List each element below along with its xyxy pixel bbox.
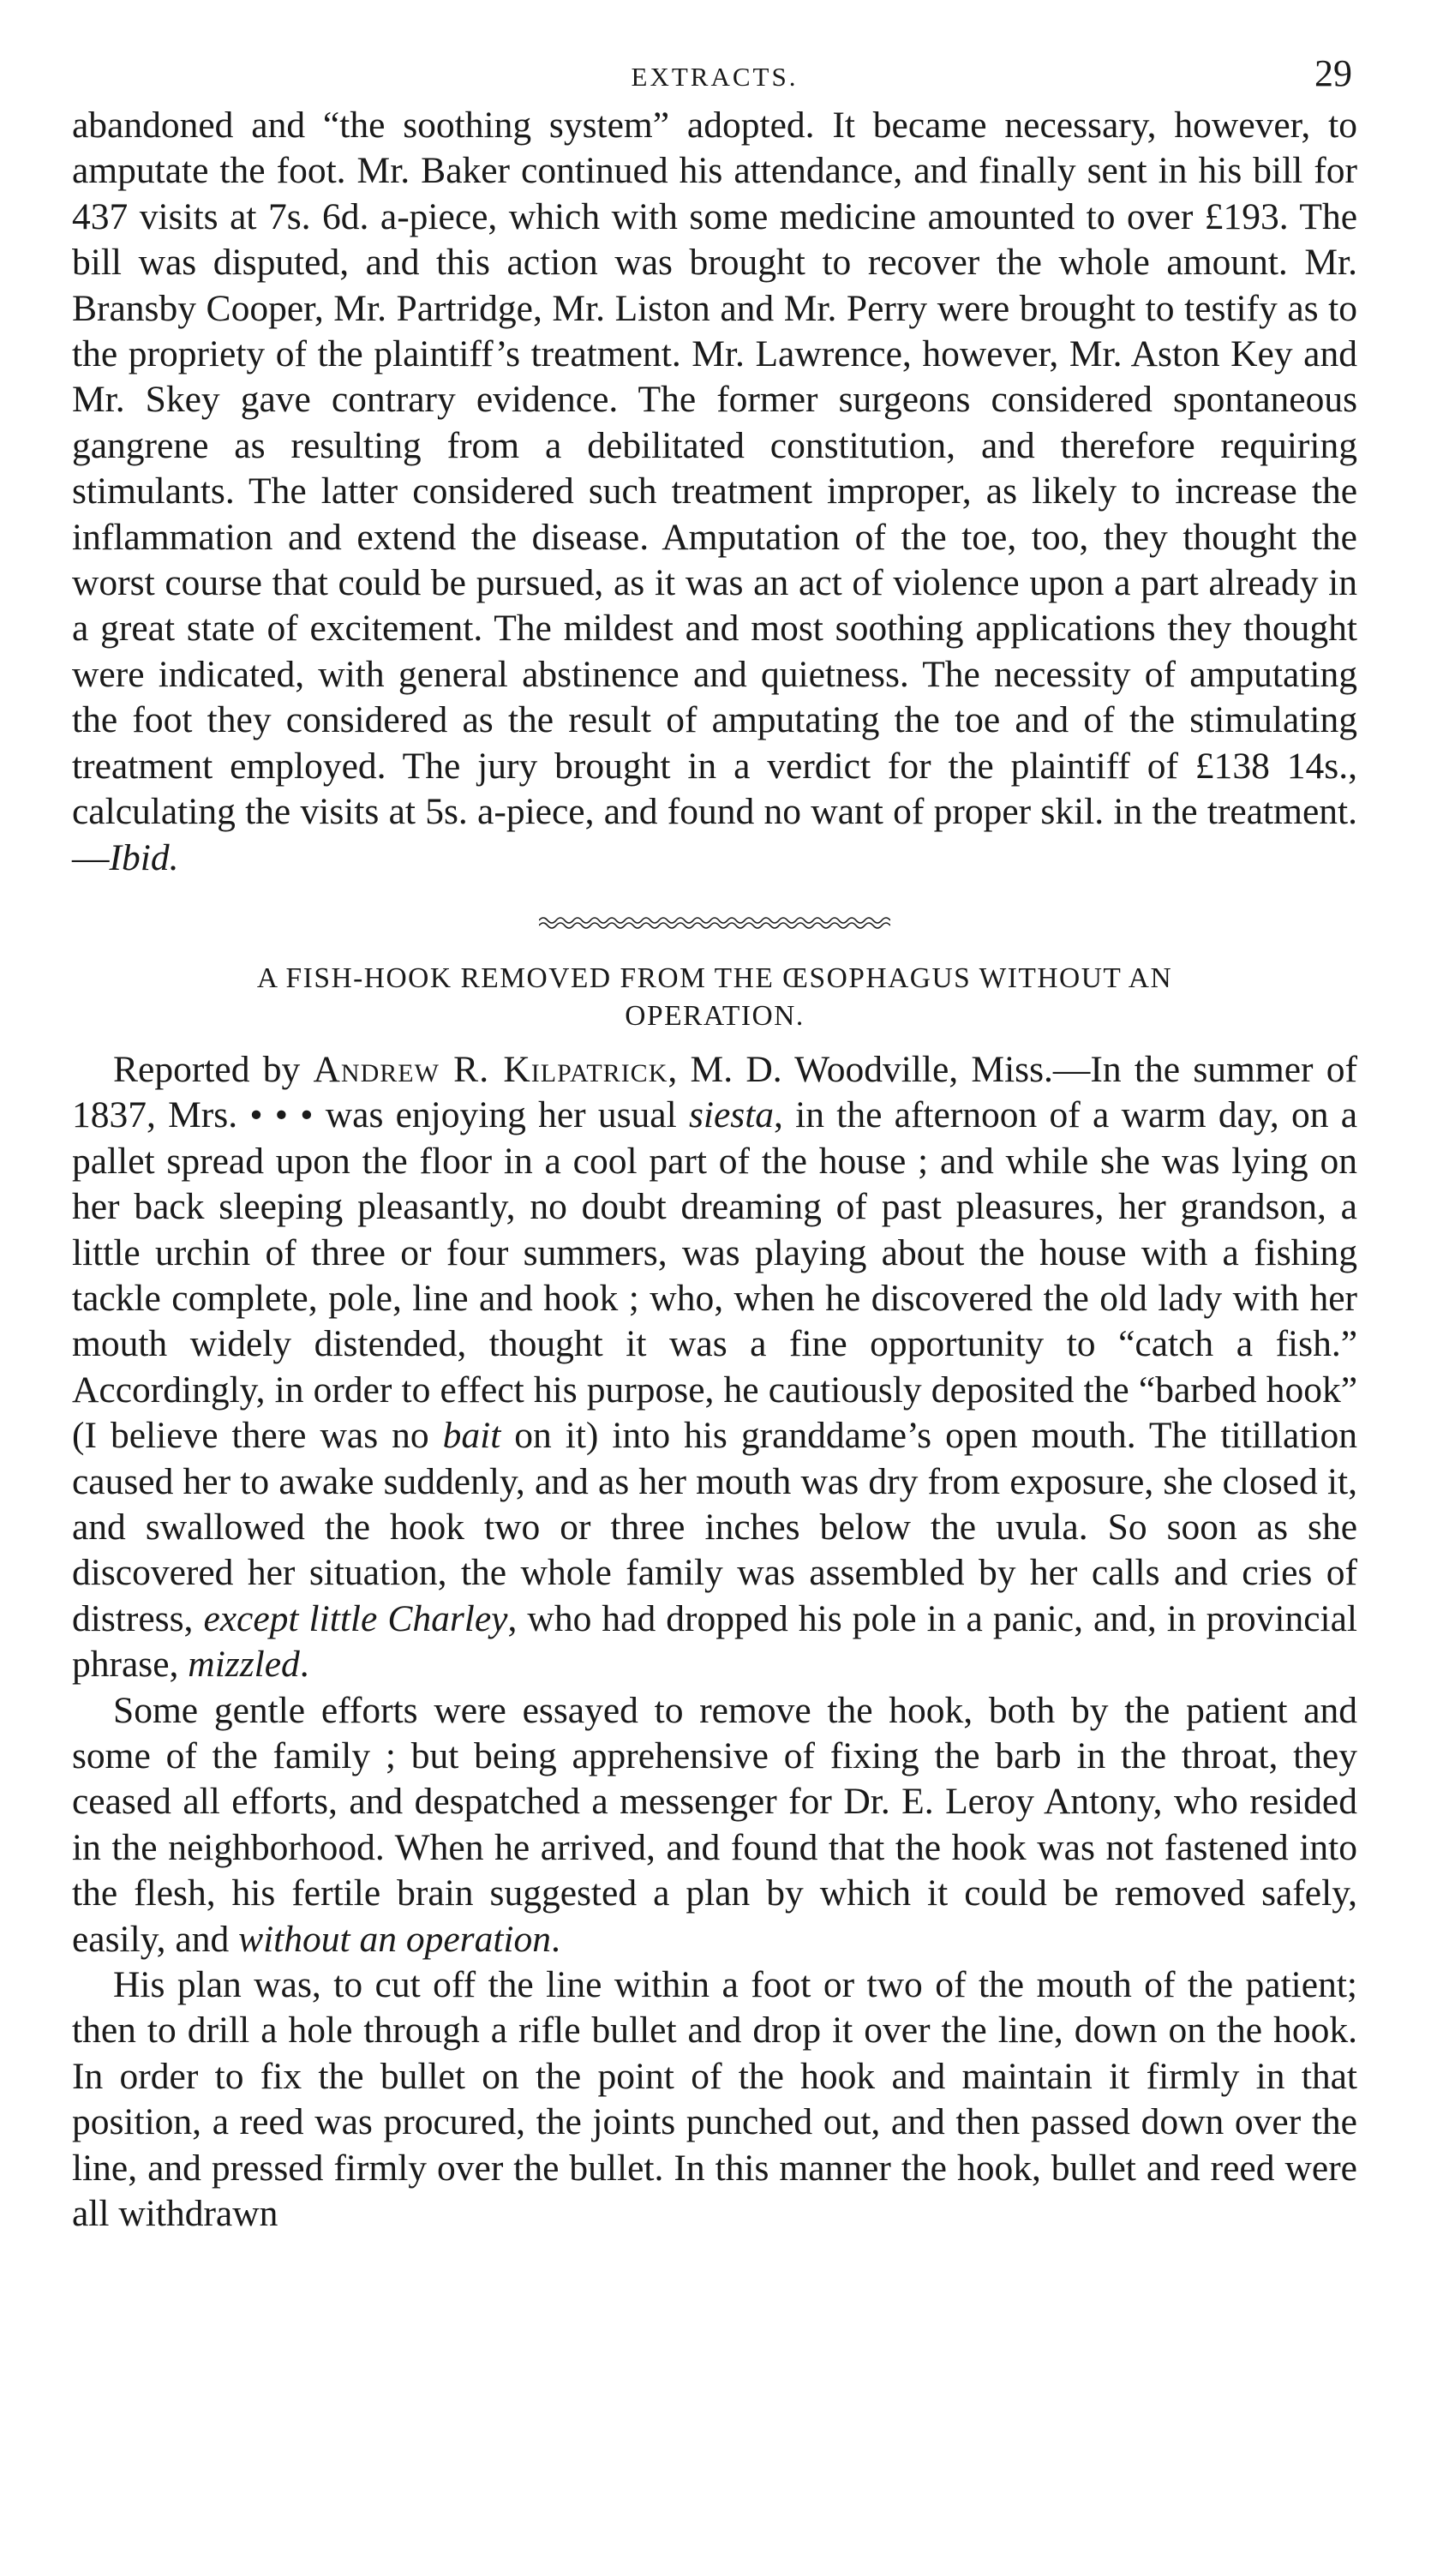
article-paragraph-3: His plan was, to cut off the line within a foot or two of the mouth of the patient; then to drill a hole through a rifle bullet and drop it over the line, down on the hook. In order to fix the bullet on the point of the hook and maintain it firmly in that position, a reed was procured, the joints punched out, and then passed down over the line, and pressed firmly over the bullet. In this manner the hook, bullet and reed were all withdrawn (72, 1964, 1357, 2235)
paragraph-text: , who had dropped his pole in a panic, and, in provincial phrase, (72, 1597, 1357, 1686)
running-title: EXTRACTS. (631, 62, 799, 92)
article-heading (72, 960, 1357, 1035)
italic-mizzled: mizzled (188, 1644, 300, 1686)
wavy-rule-ornament (539, 915, 890, 931)
article-heading-line-2: OPERATION. (625, 999, 805, 1032)
source-citation: Ibid. (109, 836, 179, 878)
article-paragraph-1 (72, 1047, 1357, 1688)
author-name: Andrew R. Kilpatrick (313, 1048, 668, 1090)
paragraph-text: . (299, 1644, 309, 1686)
italic-except-little-charley: except little Charley (203, 1597, 508, 1639)
italic-bait: bait (442, 1415, 501, 1457)
paragraph-text: . (551, 1918, 560, 1960)
article-paragraph-2 (72, 1688, 1357, 1962)
report-lead-text: Reported by (113, 1048, 314, 1090)
page-number: 29 (1314, 52, 1352, 94)
italic-without-an-operation: without an operation (238, 1918, 552, 1960)
article-heading-line-1: A FISH-HOOK REMOVED FROM THE ŒSOPHAGUS WITHOUT AN (256, 962, 1173, 994)
paragraph-text: on it) into his granddame’s open mouth. The titillation caused her to awake suddenly, and as her mouth was dry from exposure, she closed it, and swallowed the hook two or three inches below the uvula. So soon as she discovered her situation, the whole family was assembled by her calls and cries of distress, (72, 1415, 1357, 1639)
italic-siesta: siesta (688, 1094, 775, 1136)
paragraph-text: , M. D. Woodville, Miss.—In the summer of 1837, Mrs. • • • was enjoying her usual (72, 1048, 1357, 1136)
paragraph-text: Some gentle efforts were essayed to remove the hook, both by the patient and some of the family ; but being apprehensive of fixing the barb in the throat, they ceased all efforts, and despatched a messenger for Dr. E. Leroy Antony, who resided in the neighborhood. When he arrived, and found that the hook was not fastened into the flesh, his fertile brain suggested a plan by which it could be removed safely, easily, and (72, 1689, 1357, 1960)
continued-paragraph (72, 103, 1357, 881)
continued-body-text: abandoned and “the soothing system” adopted. It became necessary, however, to amputate the foot. Mr. Baker continued his attendance, and finally sent in his bill for 437 visits at 7s. 6d. a-piece, which with some medicine amounted to over £193. The bill was disputed, and this action was brought to recover the whole amount. Mr. Bransby Cooper, Mr. Partridge, Mr. Liston and Mr. Perry were brought to testify as to the propriety of the plaintiff’s treatment. Mr. Lawrence, however, Mr. Aston Key and Mr. Skey gave contrary evidence. The former surgeons considered spontaneous gangrene as resulting from a debilitated constitution, and therefore requiring stimulants. The latter considered such treatment improper, as likely to increase the inflammation and extend the disease. Amputation of the toe, too, they thought the worst course that could be pursued, as it was an act of violence upon a part already in a great state of excitement. The mildest and most soothing applications they thought were indicated, with general abstinence and quietness. The necessity of amputating the foot they considered as the result of amputating the toe and of the stimulating treatment employed. The jury brought in a verdict for the plaintiff of £138 14s., calculating the visits at 5s. a-piece, and found no want of proper skil. in the treatment.— (72, 105, 1357, 878)
paragraph-text: , in the afternoon of a warm day, on a pallet spread upon the floor in a cool part of the house ; and while she was lying on her back sleeping pleasantly, no doubt dreaming of past pleasures, her grandson, a little urchin of three or four summers, was playing about the house with a fishing tackle complete, pole, line and hook ; who, when he discovered the old lady with her mouth widely distended, thought it was a fine opportunity to “catch a fish.” Accordingly, in order to effect his purpose, he cautiously deposited the “barbed hook” (I believe there was no (72, 1094, 1357, 1457)
running-head (72, 51, 1357, 103)
